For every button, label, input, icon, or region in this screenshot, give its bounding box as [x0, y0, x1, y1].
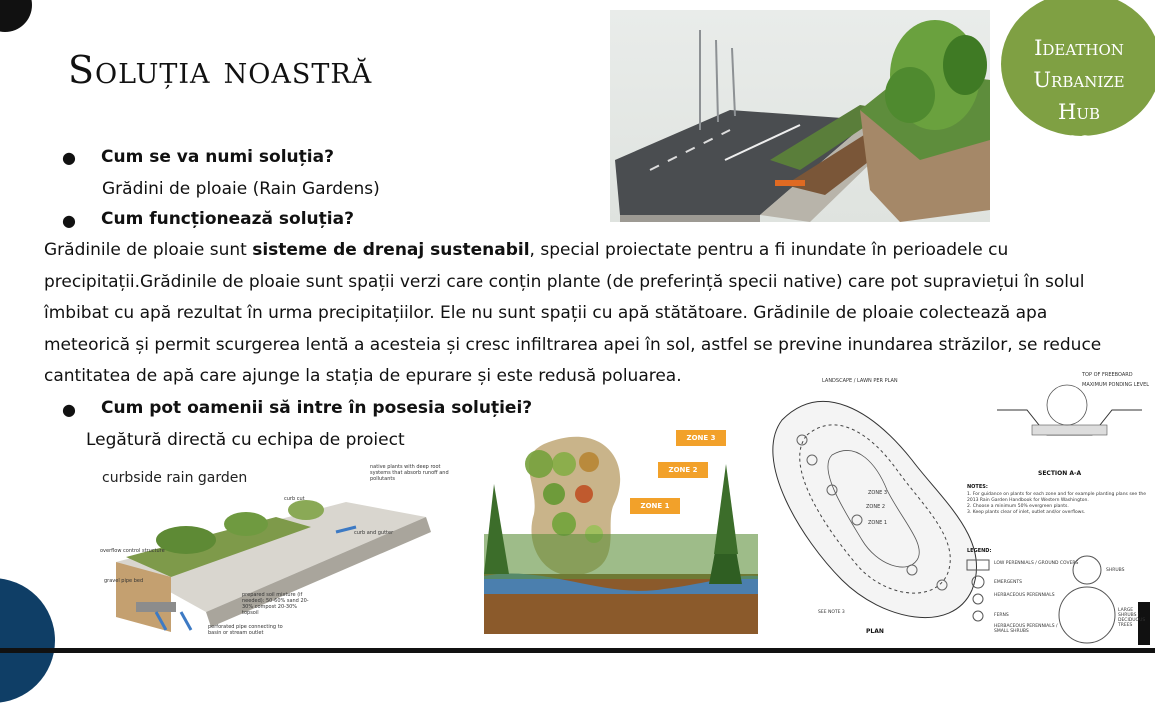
plan-note-1: 1. For guidance on plants for each zone and for example planting plans see the 2013 Rain Garden Handbook for Western Washington.: [967, 492, 1147, 503]
badge-line-3: 2021: [1052, 132, 1106, 156]
label-curb-gutter: curb and gutter: [354, 530, 394, 536]
label-curb-cut: curb cut: [284, 496, 305, 502]
rain-garden-zones-illustration: [484, 424, 758, 634]
legend-emergents: EMERGENTS: [994, 580, 1022, 585]
plan-notes: [967, 492, 1147, 516]
label-soil: prepared soil mixture (if needed): 50-60% sand 20-30% compost 20-30% topsoil: [242, 592, 309, 616]
legend-ferns: FERNS: [994, 613, 1009, 618]
legend-small-shrubs: HERBACEOUS PERENNIALS / SMALL SHRUBS: [994, 624, 1058, 634]
zone-3-label: ZONE 3: [676, 430, 726, 446]
corner-decoration-black: [0, 0, 32, 32]
plan-see-note: SEE NOTE 3: [818, 610, 845, 615]
label-native-plants: native plants with deep root systems that absorb runoff and pollutants: [370, 464, 449, 482]
question-1: Cum se va numi soluția?: [101, 147, 334, 167]
street-rain-garden-render: [610, 10, 990, 222]
answer-1: Grădini de ploaie (Rain Gardens): [102, 179, 380, 199]
bullet-dot: ●: [62, 148, 76, 167]
curbside-rain-garden-diagram: [96, 462, 452, 640]
corner-decoration-blue: [0, 578, 55, 703]
answer-3: Legătură directă cu echipa de proiect: [86, 430, 405, 450]
plan-top-freeboard: TOP OF FREEBOARD: [1082, 372, 1133, 378]
label-pipe: perforated pipe connecting to basin or stream outlet: [208, 624, 283, 636]
plan-zone-1: ZONE 1: [868, 520, 888, 526]
badge-line-2: Urbanize Hub: [1033, 68, 1125, 124]
paragraph-rest: , special proiectate pentru a fi inundate în perioadele cu precipitații.Grădinile de ploaie sunt spații verzi care conțin plante (de preferință specii native) care pot supraviețui în solul îmbibat cu apă rezultat în urma precipitațiilor. Ele nu sunt spații cu apă stătătoare. Grădinile de ploaie colectează apa meteorică și permit scurgerea lentă a acesteia și cresc infiltrarea apei în sol, astfel se previne inundarea străzilor, se reduce cantitatea de apă care ajunge la stația de epurare și este redusă poluarea.: [44, 240, 1102, 386]
bullet-dot: ●: [62, 400, 76, 419]
legend-shrubs: SHRUBS: [1106, 568, 1125, 573]
question-2: Cum funcționează soluția?: [101, 209, 354, 229]
rain-garden-plan-drawing: [762, 370, 1150, 645]
plan-max-ponding: MAXIMUM PONDING LEVEL: [1082, 382, 1150, 388]
zone-2-label: ZONE 2: [658, 462, 708, 478]
badge-line-1: Ideathon: [1034, 36, 1124, 60]
legend-herbaceous: HERBACEOUS PERENNIALS: [994, 593, 1055, 598]
plan-label: PLAN: [866, 628, 884, 635]
paragraph-start: Grădinile de ploaie sunt: [44, 240, 253, 260]
bullet-dot: ●: [62, 211, 76, 230]
label-overflow: overflow control structure: [100, 548, 165, 554]
legend-low-perennials: LOW PERENNIALS / GROUND COVERS: [994, 561, 1079, 566]
plan-note-2: 2. Choose a minimum 50% evergreen plants.: [967, 504, 1069, 509]
legend-large-shrubs: LARGE SHRUBS / DECIDUOUS TREES: [1118, 608, 1146, 628]
bottom-border: [0, 648, 1155, 653]
plan-section-label: SECTION A-A: [1038, 470, 1082, 477]
zone-1-label: ZONE 1: [630, 498, 680, 514]
plan-notes-title: NOTES:: [967, 484, 988, 490]
label-gravel: gravel pipe bed: [104, 578, 144, 584]
plan-landscape-label: LANDSCAPE / LAWN PER PLAN: [822, 378, 898, 384]
plan-zone-3: ZONE 3: [868, 490, 888, 496]
slide-title: Soluția noastră: [68, 48, 373, 92]
plan-zone-2: ZONE 2: [866, 504, 886, 510]
plan-note-3: 3. Keep plants clear of inlet, outlet and/or overflows.: [967, 510, 1086, 515]
plan-legend-title: LEGEND:: [967, 548, 992, 554]
paragraph-emphasis: sisteme de drenaj sustenabil: [252, 240, 530, 260]
event-badge-text: [1018, 32, 1140, 160]
question-3: Cum pot oamenii să intre în posesia soluției?: [101, 398, 533, 418]
description-paragraph: [44, 235, 1104, 393]
curbside-title: curbside rain garden: [102, 470, 248, 486]
